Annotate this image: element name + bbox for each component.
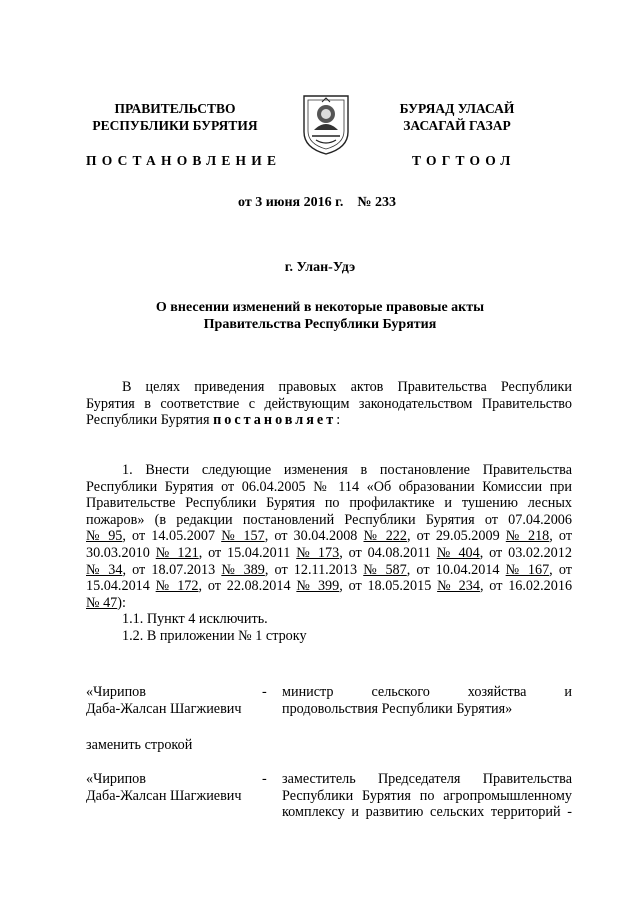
new-row-position-line3: комплексу и развитию сельских территорий - <box>282 804 572 821</box>
doc-type-ru: ПОСТАНОВЛЕНИЕ <box>86 153 282 168</box>
org-name-ru-line1: ПРАВИТЕЛЬСТВО <box>114 101 236 116</box>
item-1-line: пожаров» (в редакции постановлений Республики Бурятия от 07.04.2006 <box>86 511 572 528</box>
item-1-line: 1. Внести следующие изменения в постановление Правительства <box>122 462 572 478</box>
ref-link[interactable]: № 47 <box>86 594 118 611</box>
item-1 <box>86 462 572 645</box>
doc-date: от 3 июня 2016 г. <box>238 195 344 210</box>
item-1-line: 15.04.2014 № 172, от 22.08.2014 № 399, от 18.05.2015 № 234, от 16.02.2016 <box>86 578 573 595</box>
old-row-position <box>282 684 572 717</box>
doc-title-line2: Правительства Республики Бурятия <box>203 317 437 332</box>
item-1-line: № 34, от 18.07.2013 № 389, от 12.11.2013 № 587, от 10.04.2014 № 167, от <box>86 561 572 578</box>
new-row-name-line1: «Чирипов <box>86 771 146 787</box>
new-row-position-line1: заместитель Председателя Правительства <box>282 771 572 787</box>
ref-link[interactable]: № 222 <box>363 528 407 545</box>
ref-link[interactable]: № 218 <box>505 528 550 545</box>
org-name-ru <box>90 100 260 134</box>
old-row <box>86 684 572 718</box>
doc-number: № 233 <box>357 195 396 210</box>
item-1-line: 30.03.2010 № 121, от 15.04.2011 № 173, от 04.08.2011 № 404, от 03.02.2012 <box>86 544 572 561</box>
new-row <box>86 771 572 823</box>
preamble-line: Республики Бурятия постановляет: <box>86 412 341 429</box>
decree-word: постановляет <box>213 412 337 429</box>
item-1-line: № 95, от 14.05.2007 № 157, от 30.04.2008 № 222, от 29.05.2009 № 218, от <box>86 528 573 545</box>
replace-text: заменить строкой <box>86 737 193 753</box>
old-row-name-line2: Даба-Жалсан Шагжиевич <box>86 701 242 717</box>
org-name-bur-line1: БУРЯАД УЛАСАЙ <box>399 101 515 116</box>
ref-link[interactable]: № 157 <box>221 528 265 545</box>
org-name-bur <box>372 100 542 134</box>
new-row-dash: - <box>262 771 267 787</box>
ref-link[interactable]: № 587 <box>363 561 407 578</box>
ref-link[interactable]: № 95 <box>86 528 123 545</box>
ref-link[interactable]: № 399 <box>296 578 340 595</box>
doc-title <box>0 299 640 333</box>
coat-of-arms-emblem <box>300 92 352 156</box>
ref-link[interactable]: № 389 <box>221 561 265 578</box>
preamble-line: В целях приведения правовых актов Правительства Республики <box>122 379 572 395</box>
preamble <box>86 379 572 429</box>
org-name-ru-line2: РЕСПУБЛИКИ БУРЯТИЯ <box>92 118 258 133</box>
ref-link[interactable]: № 234 <box>437 578 480 595</box>
ref-link[interactable]: № 404 <box>436 544 480 561</box>
old-row-position-line1: министр сельского хозяйства и <box>282 684 572 700</box>
city: г. Улан-Удэ <box>284 260 356 275</box>
new-row-name-line2: Даба-Жалсан Шагжиевич <box>86 788 242 804</box>
ref-link[interactable]: № 173 <box>296 544 340 561</box>
sub-item-1-1: 1.1. Пункт 4 исключить. <box>122 611 268 628</box>
ref-link[interactable]: № 34 <box>86 561 123 578</box>
old-row-dash: - <box>262 684 267 700</box>
old-row-position-line2: продовольствия Республики Бурятия» <box>282 700 513 717</box>
new-row-position-line2: Республики Бурятия по агропромышленному <box>282 787 572 804</box>
org-name-bur-line2: ЗАСАГАЙ ГАЗАР <box>403 118 511 133</box>
sub-item-1-2: 1.2. В приложении № 1 строку <box>122 627 307 644</box>
doc-title-line1: О внесении изменений в некоторые правовые акты <box>155 300 485 315</box>
ref-link[interactable]: № 172 <box>155 578 199 595</box>
item-1-line: Республики Бурятия от 06.04.2005 № 114 «Об образовании Комиссии при <box>86 478 572 495</box>
old-row-name-line1: «Чирипов <box>86 684 146 700</box>
doc-date-number <box>238 195 396 211</box>
ref-link[interactable]: № 121 <box>155 544 199 561</box>
preamble-line: Бурятия в соответствие с действующим законодательством Правительство <box>86 395 572 412</box>
item-1-line: Правительстве Республики Бурятия по профилактике и тушению лесных <box>86 495 572 512</box>
ref-link[interactable]: № 167 <box>505 561 550 578</box>
item-1-line: № 47): <box>86 594 126 611</box>
doc-type-bur: ТОГТООЛ <box>412 153 516 168</box>
new-row-position <box>282 771 572 821</box>
